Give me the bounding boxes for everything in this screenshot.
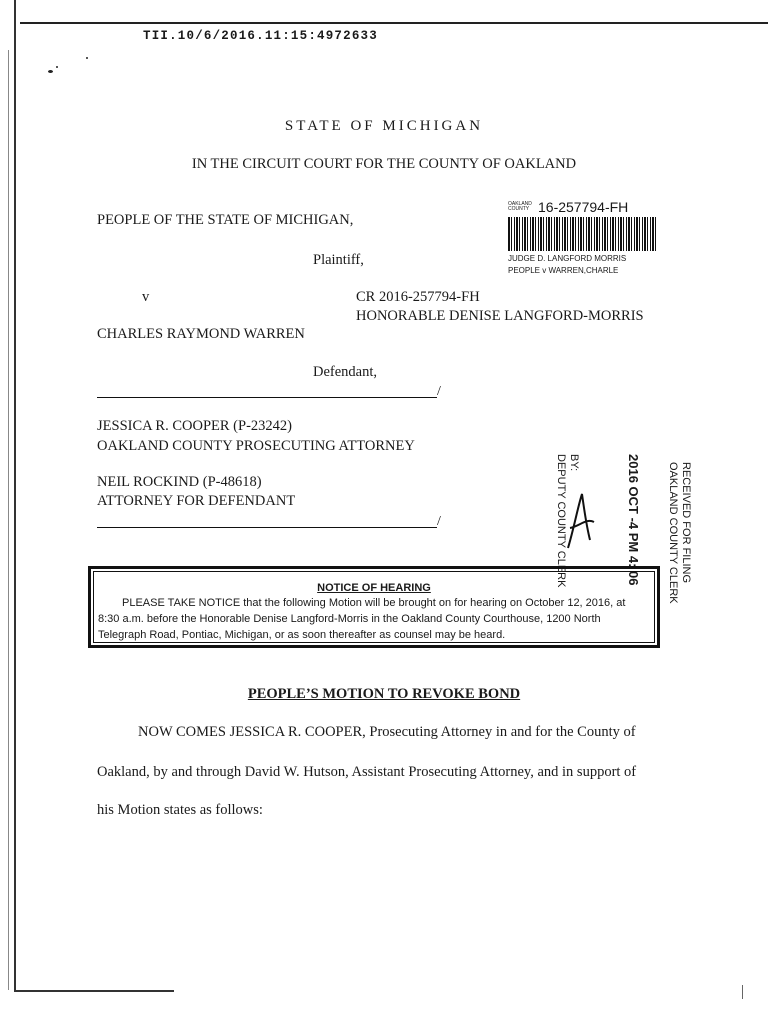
- case-number: CR 2016-257794-FH: [356, 289, 480, 305]
- received-stamp-date: 2016 OCT -4 PM 4: 06: [626, 454, 641, 586]
- motion-title: PEOPLE’S MOTION TO REVOKE BOND: [247, 686, 521, 702]
- prosecutor-title: OAKLAND COUNTY PROSECUTING ATTORNEY: [97, 438, 415, 454]
- stamp-people: PEOPLE v WARREN,CHARLE: [508, 266, 619, 275]
- scan-edge-top: [20, 22, 768, 24]
- scan-edge-left: [14, 0, 16, 992]
- fax-header: TII.10/6/2016.11:15:4972633: [143, 29, 378, 43]
- state-heading: STATE OF MICHIGAN: [284, 118, 484, 134]
- case-stamp: [506, 199, 658, 279]
- judge-name: HONORABLE DENISE LANGFORD-MORRIS: [356, 308, 644, 324]
- scan-speck: [86, 57, 88, 59]
- defense-title: ATTORNEY FOR DEFENDANT: [97, 493, 296, 509]
- stamp-county-line1: OAKLAND: [508, 201, 532, 207]
- notice-title: NOTICE OF HEARING: [317, 582, 431, 594]
- stamp-county-label: [508, 202, 532, 212]
- plaintiff-name: PEOPLE OF THE STATE OF MICHIGAN,: [97, 212, 354, 228]
- body-paragraph-line-2: Oakland, by and through David W. Hutson, Assistant Prosecuting Attorney, and in support of: [97, 764, 637, 780]
- prosecutor-name: JESSICA R. COOPER (P-23242): [97, 418, 292, 434]
- scan-speck: [48, 70, 53, 73]
- stamp-county-line2: COUNTY: [508, 206, 530, 212]
- notice-line-3: Telegraph Road, Pontiac, Michigan, or as soon thereafter as counsel may be heard.: [98, 629, 506, 641]
- court-heading: IN THE CIRCUIT COURT FOR THE COUNTY OF OAKLAND: [191, 156, 577, 172]
- stamp-judge: JUDGE D. LANGFORD MORRIS: [508, 254, 627, 263]
- versus-label: v: [142, 289, 150, 305]
- barcode: [508, 217, 656, 251]
- defendant-label: Defendant,: [313, 364, 378, 380]
- attorney-slash: /: [437, 514, 441, 529]
- notice-line-1: PLEASE TAKE NOTICE that the following Motion will be brought on for hearing on October 12, 2016, at: [122, 597, 626, 609]
- defense-name: NEIL ROCKIND (P-48618): [97, 474, 262, 490]
- received-stamp-by: BY:: [568, 454, 580, 472]
- notice-of-hearing-box: [88, 566, 660, 648]
- scan-speck: [56, 66, 58, 68]
- attorney-signature-rule: [97, 527, 437, 528]
- body-paragraph-line-1: NOW COMES JESSICA R. COOPER, Prosecuting Attorney in and for the County of: [138, 724, 636, 740]
- received-stamp-deputy: DEPUTY COUNTY CLERK: [555, 454, 567, 588]
- scan-speck: [742, 985, 743, 999]
- stamp-case-number: 16-257794-FH: [538, 199, 629, 215]
- notice-inner-border: [93, 571, 655, 643]
- received-stamp-line1: RECEIVED FOR FILING: [680, 462, 692, 584]
- clerk-signature: [560, 488, 600, 558]
- defendant-name: CHARLES RAYMOND WARREN: [97, 326, 305, 342]
- plaintiff-label: Plaintiff,: [313, 252, 364, 268]
- scan-edge-left-inner: [8, 50, 9, 990]
- notice-line-2: 8:30 a.m. before the Honorable Denise Langford-Morris in the Oakland County Courthouse, 1200 North: [98, 613, 601, 625]
- received-stamp-line2: OAKLAND COUNTY CLERK: [667, 462, 679, 604]
- caption-slash: /: [437, 384, 441, 399]
- body-paragraph-line-3: his Motion states as follows:: [97, 802, 263, 818]
- caption-signature-rule: [97, 397, 437, 398]
- scan-edge-bottom: [14, 990, 174, 992]
